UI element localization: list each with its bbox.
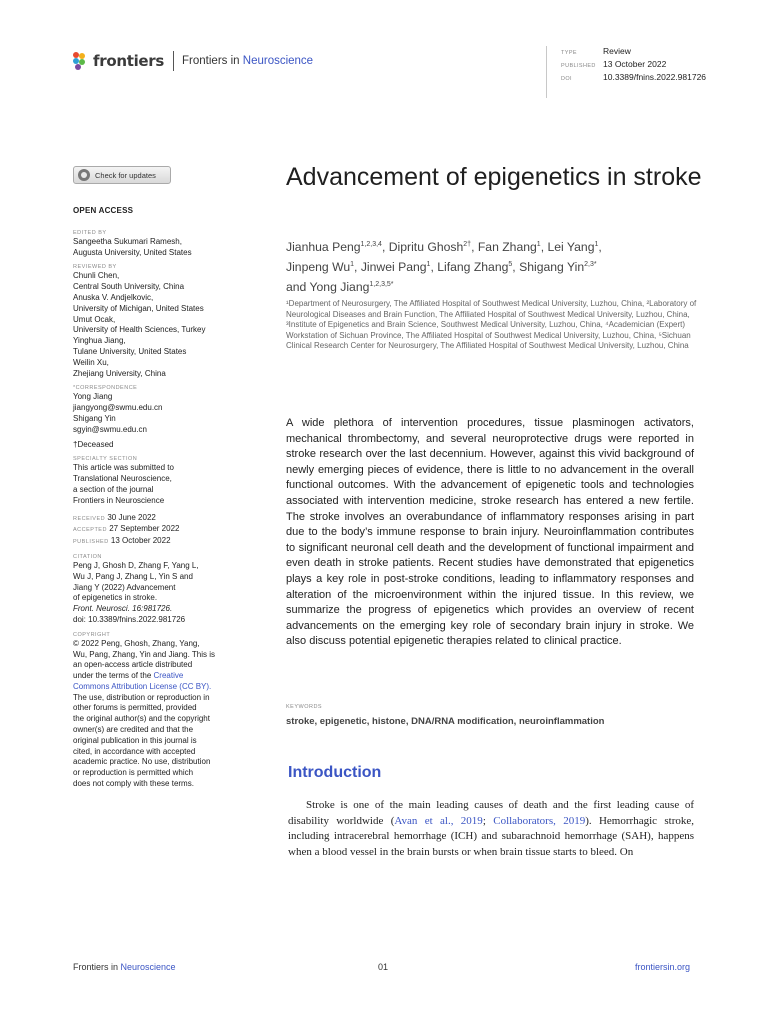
accepted-date: ACCEPTED 27 September 2022 bbox=[73, 524, 180, 534]
correspondent-name: Yong Jiang bbox=[73, 392, 113, 402]
citation-line: Jiang Y (2022) Advancement bbox=[73, 582, 176, 592]
copyright-head: COPYRIGHT bbox=[73, 631, 111, 638]
author-name[interactable]: Dipritu Ghosh$^{2\dagger}$ bbox=[388, 240, 472, 255]
copyright-line: original publication in this journal is bbox=[73, 735, 197, 745]
specialty-line: Translational Neuroscience, bbox=[73, 474, 172, 484]
reviewer-line: Umut Ocak, bbox=[73, 314, 116, 324]
correspondent-email[interactable]: jiangyong@swmu.edu.cn bbox=[73, 403, 163, 413]
citation-head: CITATION bbox=[73, 553, 102, 560]
copyright-line: The use, distribution or reproduction in bbox=[73, 692, 210, 702]
published-date: PUBLISHED 13 October 2022 bbox=[73, 536, 171, 546]
cc-license-link[interactable]: Creative bbox=[153, 671, 184, 681]
citation-line: doi: 10.3389/fnins.2022.981726 bbox=[73, 614, 186, 624]
editor-name: Sangeetha Sukumari Ramesh, bbox=[73, 236, 182, 246]
reviewer-line: Weilin Xu, bbox=[73, 357, 109, 367]
copyright-line: does not comply with these terms. bbox=[73, 779, 194, 789]
reviewer-line: Tulane University, United States bbox=[73, 346, 187, 356]
specialty-line: a section of the journal bbox=[73, 484, 154, 494]
journal-name[interactable]: Frontiers in Neuroscience bbox=[182, 55, 314, 67]
correspondent-email[interactable]: sgyin@swmu.edu.cn bbox=[73, 424, 147, 434]
copyright-line: © 2022 Peng, Ghosh, Zhang, Yang, bbox=[73, 638, 200, 648]
copyright-line: an open-access article distributed bbox=[73, 660, 193, 670]
specialty-section-head: SPECIALTY SECTION bbox=[73, 456, 138, 463]
update-check-icon bbox=[78, 169, 90, 181]
copyright-line: cited, in accordance with accepted bbox=[73, 746, 196, 756]
reviewer-line: University of Health Sciences, Turkey bbox=[73, 325, 206, 335]
correspondent-name: Shigang Yin bbox=[73, 413, 116, 423]
introduction-heading: Introduction bbox=[288, 764, 382, 781]
copyright-line: or reproduction is permitted which bbox=[73, 768, 194, 778]
meta-published: PUBLISHED 13 October 2022 bbox=[561, 59, 667, 69]
header-divider bbox=[173, 51, 174, 71]
author-name[interactable]: Jianhua Peng$^{1,2,3,4}$ bbox=[286, 240, 382, 255]
copyright-line: Wu, Pang, Zhang, Yin and Jiang. This is bbox=[73, 649, 216, 659]
author-name[interactable]: Yong Jiang$^{1,2,3,5*}$ bbox=[309, 280, 394, 295]
reviewer-line: Yinghua Jiang, bbox=[73, 336, 126, 346]
received-date: RECEIVED 30 June 2022 bbox=[73, 512, 156, 522]
frontiers-logo-icon bbox=[73, 52, 89, 70]
check-for-updates-label: Check for updates bbox=[95, 170, 156, 180]
citation-link[interactable]: Collaborators, 2019 bbox=[493, 814, 586, 827]
open-access-label: OPEN ACCESS bbox=[73, 206, 134, 215]
author-name[interactable]: Lei Yang$^1$ bbox=[547, 240, 599, 255]
reviewer-line: Anuska V. Andjelkovic, bbox=[73, 292, 154, 302]
keywords-head: KEYWORDS bbox=[286, 704, 323, 710]
citation-line: of epigenetics in stroke. bbox=[73, 593, 158, 603]
reviewer-line: Chunli Chen, bbox=[73, 271, 120, 281]
author-name[interactable]: Jinwei Pang$^1$ bbox=[360, 260, 431, 275]
copyright-line: under the terms of the Creative bbox=[73, 671, 184, 681]
deceased-note: †Deceased bbox=[73, 439, 114, 449]
copyright-line: other forums is permitted, provided bbox=[73, 703, 197, 713]
footer-site-link[interactable]: frontiersin.org bbox=[635, 962, 691, 972]
reviewer-line: University of Michigan, United States bbox=[73, 303, 204, 313]
affiliations: ¹Department of Neurosurgery, The Affiliated Hospital of Southwest Medical University, Luzhou, China, ²Laboratory of Neurological Diseases and Brain Function, The Affiliated Hospital of Southwest Medical University, Luzhou, China, ³Institute of Epigenetics and Brain Science, Southwest Medical University, Luzhou, China, ⁴Academician (Expert) Workstation of Sichuan Province, The Affiliated Hospital of Southwest Medical University, Luzhou, China, ⁵Sichuan Clinical Research Center for Neurosurgery, The Affiliated Hospital of Southwest Medical University, Luzhou, China bbox=[286, 299, 697, 350]
page-number: 01 bbox=[378, 962, 389, 972]
check-for-updates-button[interactable] bbox=[73, 166, 171, 184]
citation-line: Wu J, Pang J, Zhang L, Yin S and bbox=[73, 571, 193, 581]
article-meta bbox=[546, 46, 706, 98]
correspondence-head: *CORRESPONDENCE bbox=[73, 385, 138, 392]
meta-doi[interactable]: DOI 10.3389/fnins.2022.981726 bbox=[561, 72, 707, 82]
keywords: stroke, epigenetic, histone, DNA/RNA modification, neuroinflammation bbox=[286, 716, 605, 727]
cc-license-link[interactable]: Commons Attribution License (CC BY). bbox=[73, 681, 212, 691]
footer-journal[interactable]: Frontiers in Neuroscience bbox=[73, 962, 176, 972]
edited-by-head: EDITED BY bbox=[73, 229, 107, 236]
citation-line: Front. Neurosci. 16:981726. bbox=[73, 604, 173, 614]
citation-line: Peng J, Ghosh D, Zhang F, Yang L, bbox=[73, 560, 199, 570]
author-name[interactable]: Jinpeng Wu$^1$ bbox=[286, 260, 355, 275]
citation-link[interactable]: Avan et al., 2019 bbox=[394, 814, 483, 827]
abstract: A wide plethora of intervention procedures, tissue plasminogen activators, mechanical thrombectomy, and several neuroprotective drugs were reported in stroke research over the last decennium. However, against this vivid background of newly emerging pieces of evidence, there is little to no advancement in the overall functional outcomes. With the advancement of epigenetic tools and technologies associated with intervention medicine, stroke research has entered a new fertile. The stroke involves an overabundance of inflammatory responses arising in part due to the body’s immune response to brain injury. Neuroinflammation contributes to significant neuronal cell death and the development of functional impairment and even death in stroke patients. Recent studies have demonstrated that epigenetics plays a key role in post-stroke conditions, leading to inflammatory responses and alteration of the microenvironment within the injured tissue. In this review, we summarize the progress of epigenetics which provides an overview of recent advancements on the emerging key role of secondary brain injury in stroke. We also discuss potential epigenetic therapies related to clinical practice. bbox=[286, 417, 694, 648]
brand-wordmark[interactable]: frontiers bbox=[93, 52, 165, 70]
author-name[interactable]: Lifang Zhang$^5$ bbox=[437, 260, 513, 275]
author-list: Jianhua Peng$^{1,2,3,4}$, Dipritu Ghosh$^{2\dagger}$, Fan Zhang$^1$, Lei Yang$^1$, Jinpeng Wu$^1$, Jinwei Pang$^1$, Lifang Zhang$^5$, Shigang Yin$^{2,3*}$ and Yong Jiang$^{1,2,3,5*}$ bbox=[286, 240, 602, 295]
sidebar-info bbox=[73, 206, 243, 790]
editor-affiliation: Augusta University, United States bbox=[73, 247, 192, 257]
reviewer-line: Zhejiang University, China bbox=[73, 368, 166, 378]
meta-type: TYPE Review bbox=[561, 46, 631, 56]
reviewer-line: Central South University, China bbox=[73, 282, 185, 292]
copyright-line: academic practice. No use, distribution bbox=[73, 757, 211, 767]
copyright-line: owner(s) are credited and that the bbox=[73, 725, 194, 735]
author-name[interactable]: Shigang Yin$^{2,3*}$ bbox=[519, 260, 597, 275]
introduction-paragraph: Stroke is one of the main leading causes of death and the first leading cause of disability worldwide (Avan et al., 2019; Collaborators, 2019). Hemorrhagic stroke, including intracerebral hemorrhage (ICH) and subarachnoid hemorrhage (SAH), happens when a blood vessel in the brain bursts or when brain tissue starts to bleed. On bbox=[288, 799, 694, 858]
journal-header bbox=[73, 50, 313, 72]
specialty-line: Frontiers in Neuroscience bbox=[73, 495, 165, 505]
article-title: Advancement of epigenetics in stroke bbox=[286, 163, 702, 191]
specialty-line: This article was submitted to bbox=[73, 463, 174, 473]
reviewed-by-head: REVIEWED BY bbox=[73, 264, 117, 271]
copyright-line: the original author(s) and the copyright bbox=[73, 714, 210, 724]
author-and: and bbox=[286, 280, 307, 295]
author-name[interactable]: Fan Zhang$^1$ bbox=[477, 240, 541, 255]
